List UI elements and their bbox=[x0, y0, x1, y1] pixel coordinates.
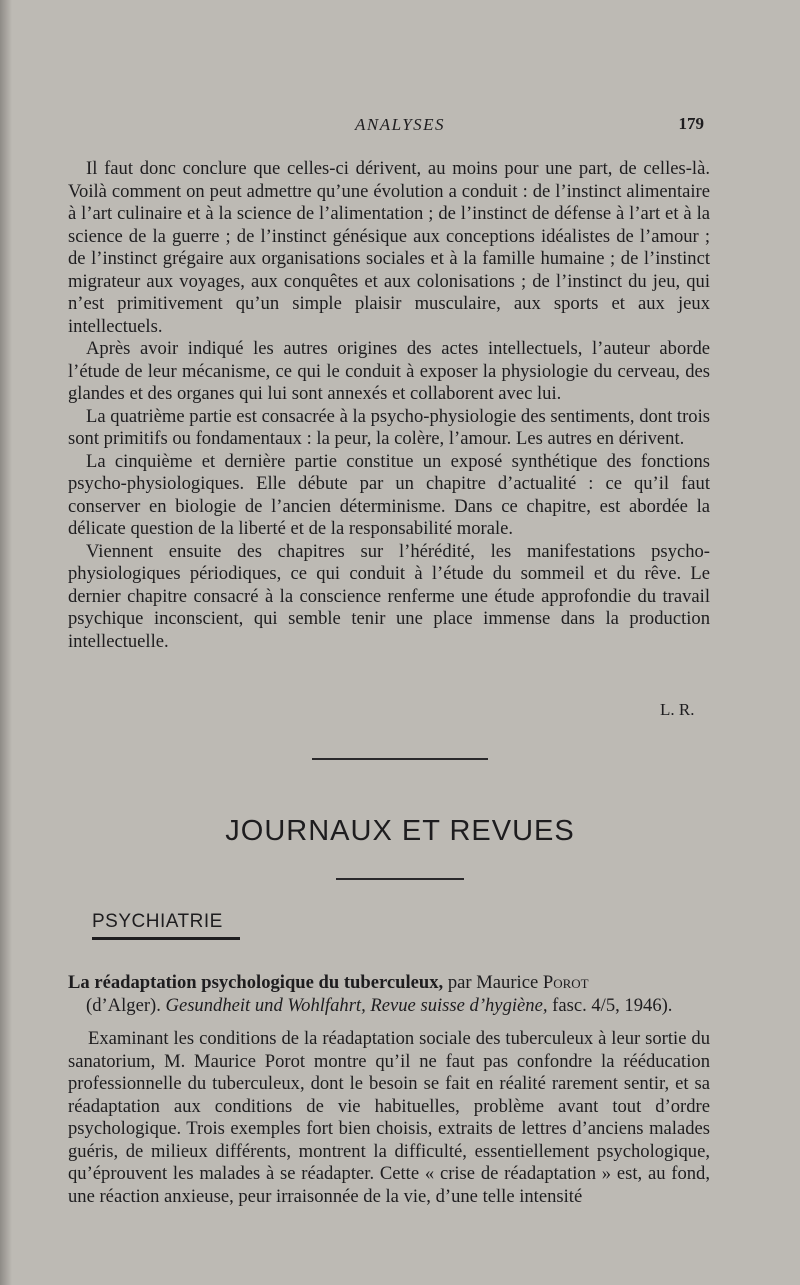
page-number: 179 bbox=[678, 114, 704, 133]
running-head bbox=[0, 115, 800, 141]
binding-shadow bbox=[0, 0, 12, 1285]
article-issue: fasc. 4/5, 1946). bbox=[552, 994, 673, 1016]
divider-rule bbox=[336, 878, 464, 880]
running-head-title: ANALYSES bbox=[354, 115, 446, 134]
review-paragraph: La quatrième partie est consacrée à la psycho-physiologie des sentiments, dont trois sont primitifs ou fondamentaux : la peur, la colère, l’amour. Les autres en dérivent. bbox=[68, 405, 710, 449]
article-paragraph: Examinant les conditions de la réadaptation sociale des tuberculeux à leur sortie du sanatorium, M. Maurice Porot montre qu’il ne faut pas confondre la rééducation professionnelle du tuberculeux, dont le besoin se fait en réalité rarement sentir, et sa réadaptation aux conditions de vie habituelles, problème avant tout d’ordre psychologique. Trois exemples fort bien choisis, extraits de lettres d’anciens malades guéris, de milieux différents, montrent la difficulté, essentiellement psychologique, qu’éprouvent les malades à se réadapter. Cette « crise de réadaptation » est, au fond, une réaction anxieuse, peur irraisonnée de la vie, d’une telle intensité bbox=[68, 1028, 710, 1207]
divider-rule bbox=[312, 758, 488, 760]
article-author: Porot bbox=[542, 972, 589, 993]
review-signature: L. R. bbox=[660, 700, 695, 719]
review-text bbox=[68, 158, 710, 653]
subsection-title: PSYCHIATRIE bbox=[92, 911, 223, 932]
article-source: Gesundheit und Wohlfahrt, Revue suisse d’hygiène, bbox=[165, 994, 548, 1016]
review-paragraph: Il faut donc conclure que celles-ci dérivent, au moins pour une part, de celles-là. Voilà comment on peut admettre qu’une évolution a conduit : de l’instinct alimentaire à l’art culinaire et à la science de l’alimentation ; de l’instinct de défense à l’art et à la science de la guerre ; de l’instinct génésique aux conceptions idéalistes de l’amour ; de l’instinct grégaire aux organisations sociales et à la famille humaine ; de l’instinct migrateur aux voyages, aux conquêtes et aux colonisations ; de l’instinct du jeu, qui n’est primitivement qu’un simple plaisir musculaire, aux sports et aux jeux intellectuels. bbox=[68, 158, 710, 337]
article-title: La réadaptation psychologique du tuberculeux, bbox=[68, 972, 444, 993]
article-body bbox=[68, 1028, 710, 1208]
article-heading bbox=[68, 972, 710, 1017]
review-paragraph: Après avoir indiqué les autres origines des actes intellectuels, l’auteur aborde l’étude de leur mécanisme, ce qui le conduit à exposer la physiologie du cerveau, des glandes et des organes qui lui sont annexés et collaborent avec lui. bbox=[68, 338, 710, 404]
article-author-prefix: par Maurice bbox=[447, 972, 539, 993]
section-title: JOURNAUX ET REVUES bbox=[225, 815, 575, 847]
subsection-underline bbox=[92, 937, 240, 940]
review-paragraph: Viennent ensuite des chapitres sur l’hérédité, les manifestations psycho-physiologiques périodiques, ce qui conduit à l’étude du sommeil et du rêve. Le dernier chapitre consacré à la conscience renferme une étude approfondie du travail psychique inconscient, qui semble tenir une place immense dans la production intellectuelle. bbox=[68, 540, 710, 652]
article-author-suffix: (d’Alger). bbox=[86, 994, 161, 1016]
review-paragraph: La cinquième et dernière partie constitue un exposé synthétique des fonctions psycho-physiologiques. Elle débute par un chapitre d’actualité : ce qu’il faut conserver en biologie de l’ancien déterminisme. Dans ce chapitre, est abordée la délicate question de la liberté et de la responsabilité morale. bbox=[68, 450, 710, 539]
